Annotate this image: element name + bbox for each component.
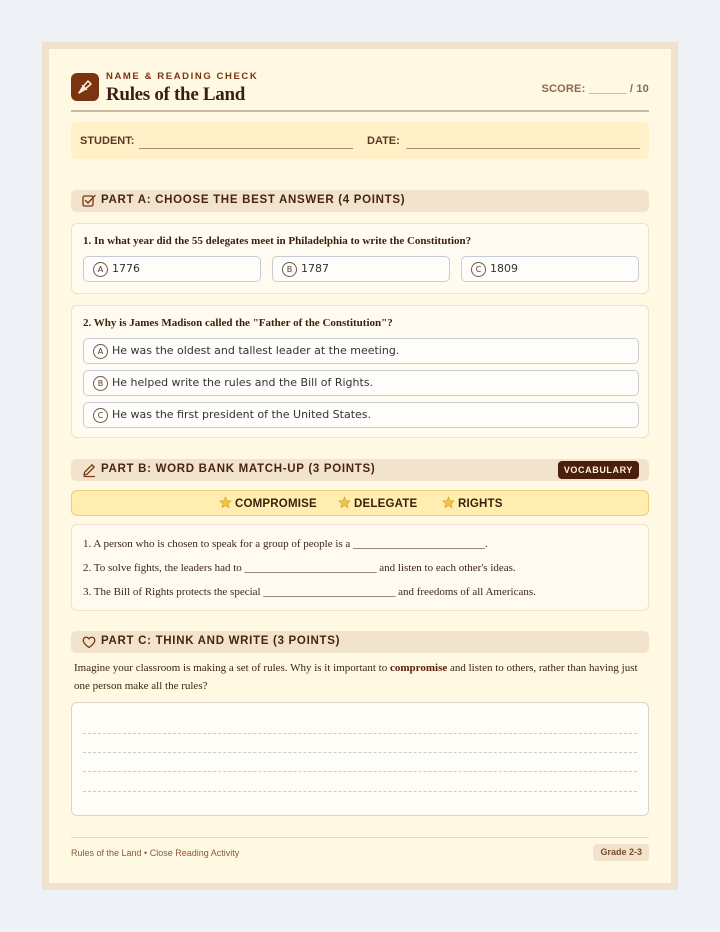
option-text: He was the oldest and tallest leader at the meeting. [112, 344, 400, 357]
checkbox-icon [81, 193, 97, 209]
score-field[interactable]: SCORE: ______ / 10 [541, 83, 649, 95]
prompt-keyword: compromise [390, 662, 448, 674]
date-label: DATE: [367, 135, 400, 147]
page-title: Rules of the Land [106, 84, 246, 105]
header-divider [71, 110, 649, 112]
footer-divider [71, 837, 649, 838]
word-text: DELEGATE [354, 498, 418, 510]
answer-writing-box[interactable] [71, 702, 649, 816]
heart-icon [81, 634, 97, 650]
part-c-title: PART C: THINK AND WRITE (3 POINTS) [101, 635, 341, 647]
star-icon [338, 496, 351, 509]
star-icon [219, 496, 232, 509]
option-2b[interactable] [83, 370, 639, 396]
date-line[interactable] [406, 148, 640, 149]
question-text: 1. In what year did the 55 delegates meet in Philadelphia to write the Constitution? [83, 235, 472, 247]
student-name-line[interactable] [139, 148, 353, 149]
option-text: 1809 [490, 262, 518, 275]
question-card-1 [71, 223, 649, 294]
word-bank [71, 490, 649, 516]
footer-text: Rules of the Land • Close Reading Activity [71, 848, 240, 858]
writing-line [83, 752, 637, 753]
writing-prompt [74, 659, 649, 695]
fill-in-sentence-1[interactable]: 1. A person who is chosen to speak for a group of people is a ________________________. [83, 538, 488, 550]
part-a-title: PART A: CHOOSE THE BEST ANSWER (4 POINTS) [101, 194, 406, 206]
option-letter: A [93, 344, 108, 359]
part-b-header [71, 459, 649, 481]
option-letter: C [471, 262, 486, 277]
word-bank-item [338, 496, 417, 510]
option-letter: A [93, 262, 108, 277]
student-label: STUDENT: [80, 135, 135, 147]
fill-in-sentence-2[interactable]: 2. To solve fights, the leaders had to ________________________ and listen to each other's ideas. [83, 562, 516, 574]
question-text: 2. Why is James Madison called the "Father of the Constitution"? [83, 317, 393, 329]
word-bank-item [442, 496, 503, 510]
writing-line [83, 771, 637, 772]
option-text: 1787 [301, 262, 329, 275]
pencil-icon [81, 462, 97, 478]
part-a-header [71, 190, 649, 212]
option-letter: B [93, 376, 108, 391]
part-c-header [71, 631, 649, 653]
header-kicker: NAME & READING CHECK [106, 71, 259, 82]
writing-line [83, 733, 637, 734]
option-text: He helped write the rules and the Bill of Rights. [112, 376, 374, 389]
vocabulary-badge: VOCABULARY [558, 461, 639, 479]
writing-line [83, 791, 637, 792]
star-icon [442, 496, 455, 509]
option-2c[interactable] [83, 402, 639, 428]
part-b-title: PART B: WORD BANK MATCH-UP (3 POINTS) [101, 463, 376, 475]
option-letter: C [93, 408, 108, 423]
feather-pen-icon [71, 73, 99, 101]
option-1b[interactable] [272, 256, 450, 282]
word-bank-item [219, 496, 317, 510]
student-info-box [71, 122, 649, 159]
prompt-text: and listen to others, rather than having just one person make all the rules? [74, 662, 638, 692]
option-letter: B [282, 262, 297, 277]
option-text: He was the first president of the United States. [112, 408, 372, 421]
word-text: COMPROMISE [235, 498, 317, 510]
word-text: RIGHTS [458, 498, 503, 510]
option-1c[interactable] [461, 256, 639, 282]
fill-in-sentence-3[interactable]: 3. The Bill of Rights protects the special ________________________ and freedoms of all Americans. [83, 586, 536, 598]
grade-badge: Grade 2-3 [593, 844, 649, 861]
option-2a[interactable] [83, 338, 639, 364]
option-1a[interactable] [83, 256, 261, 282]
prompt-text: Imagine your classroom is making a set of rules. Why is it important to [74, 662, 390, 674]
fill-in-card [71, 524, 649, 611]
option-text: 1776 [112, 262, 140, 275]
question-card-2 [71, 305, 649, 438]
